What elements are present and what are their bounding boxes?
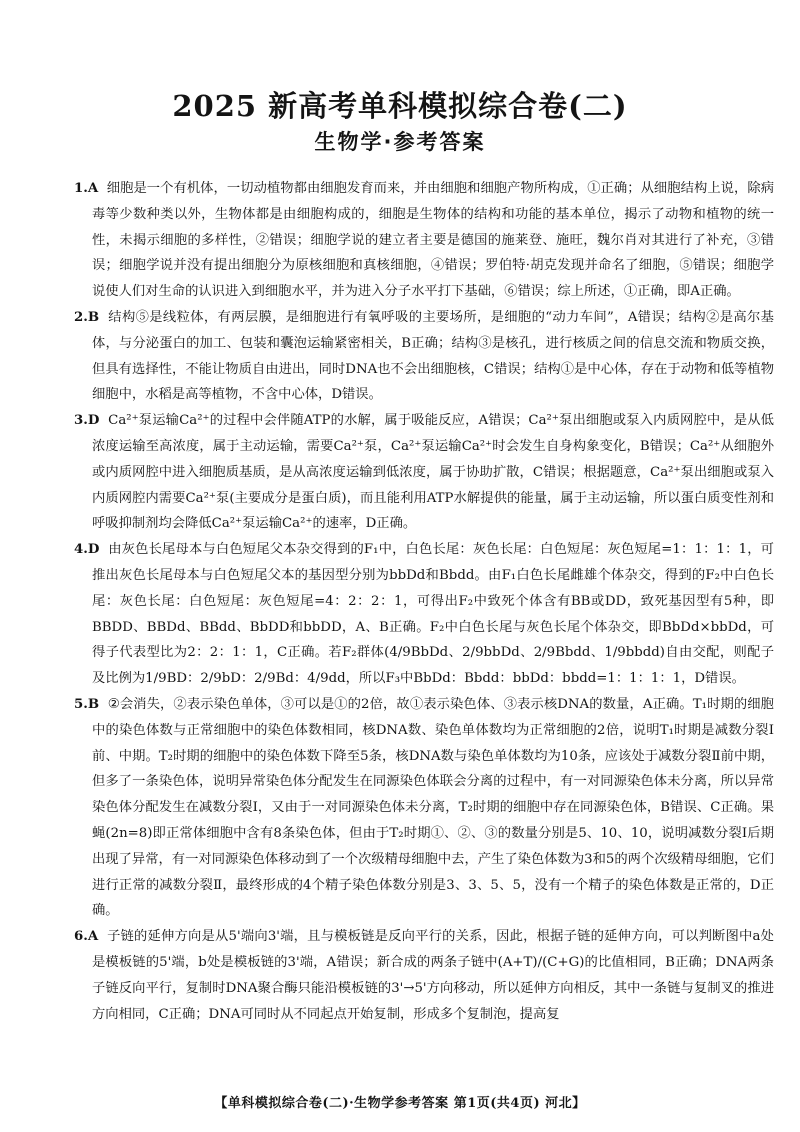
answer-item: [74, 924, 774, 1027]
answer-number: 5.B: [74, 696, 100, 712]
page-footer: 【单科模拟综合卷(二)·生物学参考答案 第1页(共4页) 河北】: [214, 1096, 586, 1111]
answer-item: [74, 537, 774, 692]
answer-item: [74, 692, 774, 924]
answer-number: 6.A: [74, 929, 99, 945]
answer-item: [74, 305, 774, 408]
answer-text: 细胞是一个有机体，一切动植物都由细胞发育而来，并由细胞和细胞产物所构成，①正确；从细胞结构上说，除病毒等少数种类以外，生物体都是由细胞构成的，细胞是生物体的结构和功能的基本单位，揭示了动物和植物的统一性，未揭示细胞的多样性，②错误；细胞学说的建立者主要是德国的施莱登、施旺，魏尔肖对其进行了补充，③错误；细胞学说并没有提出细胞分为原核细胞和真核细胞，④错误；罗伯特·胡克发现并命名了细胞，⑤错误；细胞学说使人们对生命的认识进入到细胞水平，并为进入分子水平打下基础，⑥错误；综上所述，①正确，即A正确。: [92, 181, 774, 300]
answer-text: 结构⑤是线粒体，有两层膜，是细胞进行有氧呼吸的主要场所，是细胞的“动力车间”，A错误；结构②是高尔基体，与分泌蛋白的加工、包装和囊泡运输紧密相关，B正确；结构③是核孔，进行核质之间的信息交流和物质交换，但具有选择性，不能让物质自由进出，同时DNA也不会出细胞核，C错误；结构①是中心体，存在于动物和低等植物细胞中，水稻是高等植物，不含中心体，D错误。: [92, 309, 774, 403]
answer-text: 由灰色长尾母本与白色短尾父本杂交得到的F₁中，白色长尾：灰色长尾：白色短尾：灰色短尾=1：1：1：1，可推出灰色长尾母本与白色短尾父本的基因型分别为bbDd和Bbdd。由F₁白色长尾雌雄个体杂交，得到的F₂中白色长尾：灰色长尾：白色短尾：灰色短尾=4：2：2：1，可得出F₂中致死个体含有BB或DD，致死基因型有5种，即BBDD、BBDd、BBdd、BbDD和bbDD，A、B正确。F₂中白色长尾与灰色长尾个体杂交，即BbDd×bbDd，可得子代表型比为2：2：1：1，C正确。若F₂群体(4/9BbDd、2/9bbDd、2/9Bbdd、1/9bbdd)自由交配，则配子及比例为1/9BD：2/9bD：2/9Bd：4/9dd，所以F₃中BbDd：Bbdd：bbDd：bbdd=1：1：1：1，D错误。: [92, 542, 774, 687]
answer-number: 2.B: [74, 309, 100, 325]
answer-item: [74, 176, 774, 305]
answer-number: 3.D: [74, 413, 100, 429]
answer-number: 1.A: [74, 181, 99, 196]
answer-text: 子链的延伸方向是从5'端向3'端，且与模板链是反向平行的关系，因此，根据子链的延伸方向，可以判断图中a处是模板链的5'端，b处是模板链的3'端，A错误；新合成的两条子链中(A+T)/(C+G)的比值相同，B正确；DNA两条子链反向平行，复制时DNA聚合酶只能沿模板链的3'→5'方向移动，所以延伸方向相反，其中一条链与复制叉的推进方向相同，C正确；DNA可同时从不同起点开始复制，形成多个复制泡，提高复: [92, 929, 774, 1022]
answer-number: 4.D: [74, 542, 100, 558]
answer-item: [74, 408, 774, 537]
page-subtitle: 生物学·参考答案: [314, 130, 486, 154]
answer-text: ②会消失，②表示染色单体，③可以是①的2倍，故①表示染色体、③表示核DNA的数量，A正确。T₁时期的细胞中的染色体数与正常细胞中的染色体数相同，核DNA数、染色单体数均为正常细胞的2倍，说明T₁时期是减数分裂Ⅰ前、中期。T₂时期的细胞中的染色体数下降至5条，核DNA数与染色单体数均为10条，应该处于减数分裂Ⅱ前中期，但多了一条染色体，说明异常染色体分配发生在同源染色体联会分离的过程中，有一对同源染色体未分离，所以异常染色体分配发生在减数分裂Ⅰ，又由于一对同源染色体未分离，T₂时期的细胞中存在同源染色体，B错误、C正确。果蝇(2n=8)即正常体细胞中含有8条染色体，但由于T₂时期①、②、③的数量分别是5、10、10，说明减数分裂Ⅰ后期出现了异常，有一对同源染色体移动到了一个次级精母细胞中去，产生了染色体数为3和5的两个次级精母细胞，它们进行正常的减数分裂Ⅱ，最终形成的4个精子染色体数分别是3、3、5、5，没有一个精子的染色体数是正常的，D正确。: [92, 696, 774, 919]
answer-list: [74, 176, 774, 1027]
page-title: 2025 新高考单科模拟综合卷(二): [172, 89, 628, 123]
answer-text: Ca²⁺泵运输Ca²⁺的过程中会伴随ATP的水解，属于吸能反应，A错误；Ca²⁺泵出细胞或泵入内质网腔中，是从低浓度运输至高浓度，属于主动运输，需要Ca²⁺泵，Ca²⁺泵运输Ca²⁺时会发生自身构象变化，B错误；Ca²⁺从细胞外或内质网腔中进入细胞质基质，是从高浓度运输到低浓度，属于协助扩散，C错误；根据题意，Ca²⁺泵出细胞或泵入内质网腔内需要Ca²⁺泵(主要成分是蛋白质)，而且能利用ATP水解提供的能量，属于主动运输，所以蛋白质变性剂和呼吸抑制剂均会降低Ca²⁺泵运输Ca²⁺的速率，D正确。: [92, 413, 774, 532]
